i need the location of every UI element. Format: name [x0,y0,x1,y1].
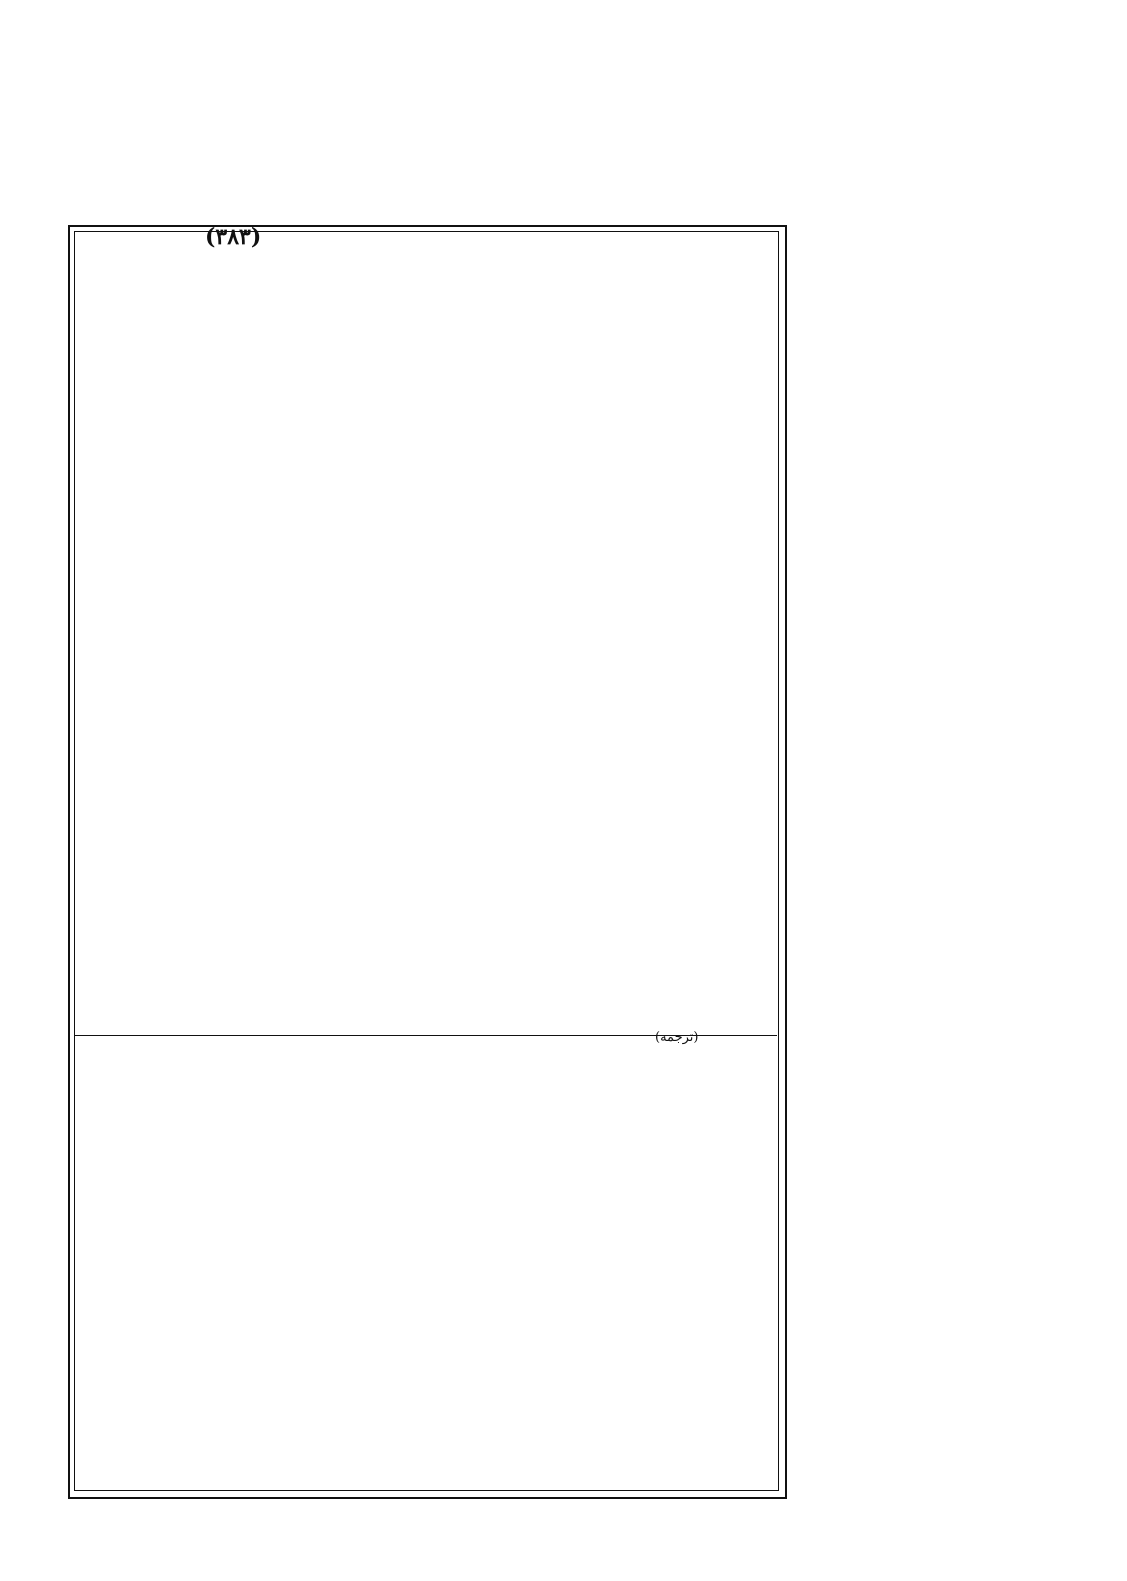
page-number: (٣٨٣) [205,224,262,250]
translation-heading: (ترجمه) [655,1030,699,1045]
side-column [790,235,1110,1490]
main-text-frame-inner [74,231,779,1491]
